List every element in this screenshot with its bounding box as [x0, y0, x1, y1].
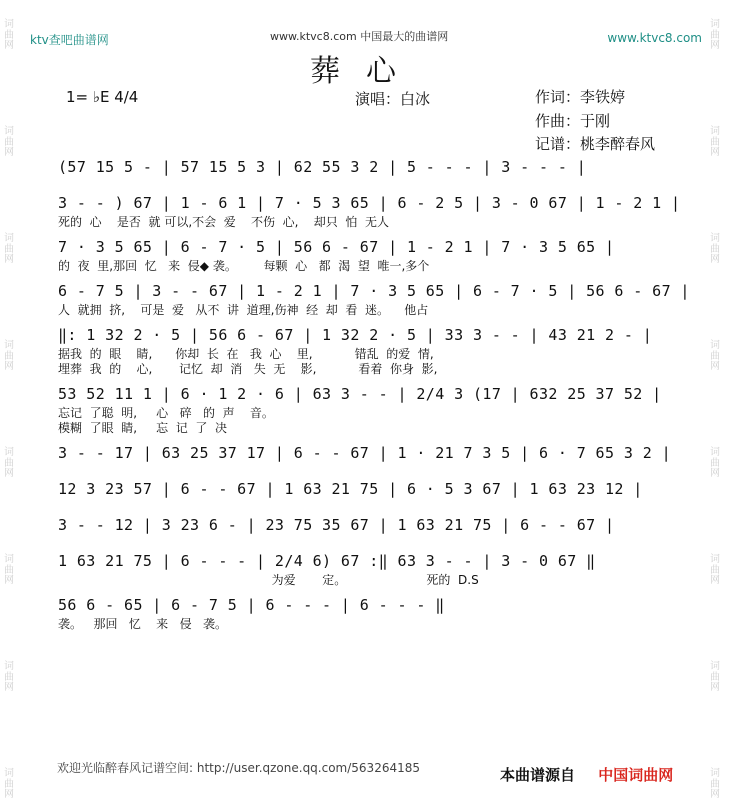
notation-row: 3 - - 17 | 63 25 37 17 | 6 - - 67 | 1 · 21 7 3 5 | 6 · 7 65 3 2 |	[58, 444, 671, 462]
score-line	[58, 444, 678, 472]
line-spacer	[58, 544, 678, 552]
singer-credit: 演唱：白冰	[355, 90, 431, 108]
watermark-text: 词 曲 网	[4, 233, 14, 266]
score-body	[58, 158, 690, 632]
watermark-text: 词 曲 网	[4, 126, 14, 159]
score-line	[58, 596, 678, 632]
score-line	[58, 516, 678, 544]
line-spacer	[58, 436, 678, 444]
line-spacer	[58, 274, 678, 282]
watermark-text: 词 曲 网	[4, 340, 14, 373]
watermark-text: 词 曲 网	[710, 661, 720, 694]
watermark-text: 词 曲 网	[4, 19, 14, 51]
lyrics-row: 人 就拥 挤, 可是 爱 从不 讲 道理,伤神 经 却 看 迷。 他占	[58, 303, 429, 317]
lyrics-row: 忘记 了聪 明, 心 碎 的 声 音。	[58, 406, 274, 420]
notation-row: 3 - - ) 67 | 1 - 6 1 | 7 · 5 3 65 | 6 - 2 5 | 3 - 0 67 | 1 - 2 1 |	[58, 194, 681, 212]
lyrics-row-alt: 埋葬 我 的 心, 记忆 却 消 失 无 影, 看着 你身 影,	[58, 362, 438, 376]
score-line	[58, 238, 678, 274]
notation-row: 6 - 7 5 | 3 - - 67 | 1 - 2 1 | 7 · 3 5 65 | 6 - 7 · 5 | 56 6 - 67 |	[58, 282, 690, 300]
site-link-center[interactable]: www.ktvc8.com 中国最大的曲谱网	[270, 30, 449, 43]
right-watermark	[710, 20, 728, 801]
footer-note[interactable]: 欢迎光临醉春风记谱空间: http://user.qzone.qq.com/563264185	[57, 761, 421, 775]
watermark-text: 词 曲 网	[710, 19, 720, 51]
score-line	[58, 326, 678, 377]
score-line	[58, 480, 678, 508]
line-spacer	[58, 472, 678, 480]
lyrics-row: 据我 的 眼 睛, 你却 长 在 我 心 里, 错乱 的爱 情,	[58, 347, 434, 361]
line-spacer	[58, 186, 678, 194]
site-link-right[interactable]: www.ktvc8.com	[607, 31, 702, 45]
notation-row: ‖: 1 32 2 · 5 | 56 6 - 67 | 1 32 2 · 5 | 33 3 - - | 43 21 2 - |	[58, 326, 653, 344]
line-spacer	[58, 230, 678, 238]
lyrics-row: 死的 心 是否 就 可以,不会 爱 不伤 心, 却只 怕 无人	[58, 215, 389, 229]
line-spacer	[58, 508, 678, 516]
lyricist-credit: 作词：李铁婷	[535, 88, 626, 106]
lyrics-row: 袭。 那回 忆 来 侵 袭。	[58, 617, 228, 631]
notation-row: 53 52 11 1 | 6 · 1 2 · 6 | 63 3 - - | 2/4 3 (17 | 632 25 37 52 |	[58, 385, 662, 403]
watermark-text: 词 曲 网	[4, 447, 14, 480]
score-line	[58, 158, 678, 186]
lyrics-row-alt: 模糊 了眼 睛, 忘 记 了 决	[58, 421, 228, 435]
watermark-text: 词 曲 网	[710, 768, 720, 801]
notation-row: (57 15 5 - | 57 15 5 3 | 62 55 3 2 | 5 - - - | 3 - - - |	[58, 158, 587, 176]
left-watermark	[4, 20, 22, 801]
watermark-text: 词 曲 网	[4, 661, 14, 694]
notator-credit: 记谱：桃李醉春风	[535, 135, 656, 153]
source-label: 本曲谱源自	[500, 766, 576, 784]
lyrics-row: 的 夜 里,那回 忆 来 侵◆ 袭。 每颗 心 都 渴 望 唯一,多个	[58, 259, 430, 273]
score-line	[58, 282, 690, 318]
score-line	[58, 385, 678, 436]
line-spacer	[58, 377, 678, 385]
line-spacer	[58, 318, 678, 326]
key-signature: 1= ♭E 4/4	[66, 88, 139, 106]
watermark-text: 词 曲 网	[710, 233, 720, 266]
watermark-text: 词 曲 网	[710, 447, 720, 480]
watermark-text: 词 曲 网	[710, 126, 720, 159]
composer-credit: 作曲：于刚	[535, 112, 611, 130]
notation-row: 7 · 3 5 65 | 6 - 7 · 5 | 56 6 - 67 | 1 - 2 1 | 7 · 3 5 65 |	[58, 238, 615, 256]
lyrics-row: 为爱 定。 死的 D.S	[58, 573, 479, 587]
watermark-text: 词 曲 网	[710, 340, 720, 373]
score-line	[58, 194, 681, 230]
site-link-left[interactable]: ktv查吧曲谱网	[30, 33, 109, 47]
notation-row: 3 - - 12 | 3 23 6 - | 23 75 35 67 | 1 63 21 75 | 6 - - 67 |	[58, 516, 615, 534]
notation-row: 1 63 21 75 | 6 - - - | 2/4 6) 67 :‖ 63 3 - - | 3 - 0 67 ‖	[58, 552, 596, 570]
watermark-text: 词 曲 网	[4, 554, 14, 587]
song-title: 葬心	[310, 54, 422, 89]
watermark-text: 词 曲 网	[710, 554, 720, 587]
line-spacer	[58, 588, 678, 596]
source-brand-link[interactable]: 中国词曲网	[598, 766, 674, 784]
notation-row: 12 3 23 57 | 6 - - 67 | 1 63 21 75 | 6 · 5 3 67 | 1 63 23 12 |	[58, 480, 643, 498]
notation-row: 56 6 - 65 | 6 - 7 5 | 6 - - - | 6 - - - ‖	[58, 596, 445, 614]
watermark-text: 词 曲 网	[4, 768, 14, 801]
score-line	[58, 552, 678, 588]
source-credit	[500, 764, 673, 785]
